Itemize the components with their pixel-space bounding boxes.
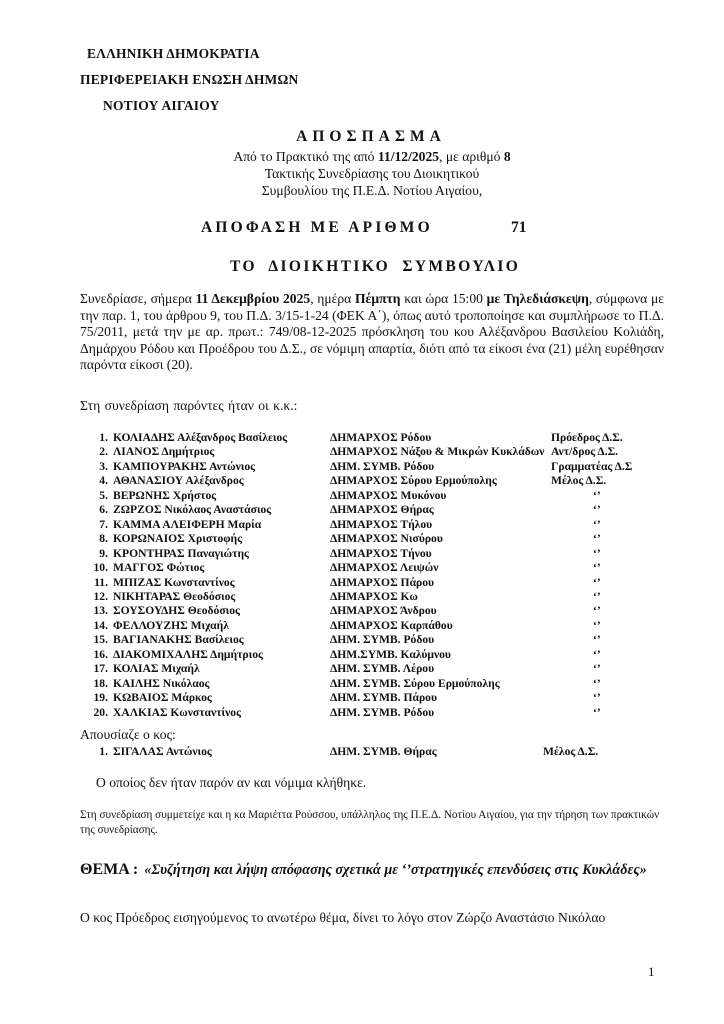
present-list xyxy=(0,431,724,721)
absent-name: ΣΙΓΑΛΑΣ Αντώνιος xyxy=(113,745,212,758)
member-name: ΚΑΙΛΗΣ Νικόλαος xyxy=(113,676,210,690)
member-row xyxy=(0,576,724,590)
member-row xyxy=(0,561,724,575)
member-role: ‘’ xyxy=(593,676,601,690)
member-row xyxy=(0,706,724,720)
absent-row: 1. ΣΙΓΑΛΑΣ Αντώνιος ΔΗΜ. ΣΥΜΒ. Θήρας Μέλος Δ.Σ. xyxy=(99,745,599,758)
member-name: ΚΡΟΝΤΗΡΑΣ Παναγιώτης xyxy=(113,546,249,560)
member-number: 18. xyxy=(93,676,108,690)
member-name: ΑΘΑΝΑΣΙΟΥ Αλέξανδρος xyxy=(113,474,244,488)
absent-role: Μέλος Δ.Σ. xyxy=(543,745,599,758)
member-row xyxy=(0,662,724,676)
member-role: ‘’ xyxy=(593,705,601,719)
member-row xyxy=(0,691,724,705)
member-role: Αντ/δρος Δ.Σ. xyxy=(551,445,619,459)
member-name: ΚΟΛΙΑΔΗΣ Αλέξανδρος Βασίλειος xyxy=(113,431,288,444)
member-number: 14. xyxy=(93,618,108,632)
member-office: ΔΗΜ. ΣΥΜΒ. Λέρου xyxy=(330,662,435,676)
member-row xyxy=(0,518,724,532)
member-name: ΜΑΓΓΟΣ Φώτιος xyxy=(113,561,205,575)
member-office: ΔΗΜΑΡΧΟΣ Ρόδου xyxy=(330,431,432,444)
member-row xyxy=(0,445,724,459)
member-name: ΖΩΡΖΟΣ Νικόλαος Αναστάσιος xyxy=(113,503,272,517)
absent-label: Απουσίαζε ο κος: xyxy=(80,727,176,742)
topic xyxy=(80,861,664,879)
member-office: ΔΗΜΑΡΧΟΣ Νισύρου xyxy=(330,532,443,546)
member-role: ‘’ xyxy=(593,589,601,603)
member-number: 11. xyxy=(94,575,108,589)
member-name: ΛΙΑΝΟΣ Δημήτριος xyxy=(113,445,215,459)
member-number: 7. xyxy=(99,517,108,531)
member-office: ΔΗΜ.ΣΥΜΒ. Καλύμνου xyxy=(330,647,451,661)
secretary-note: Στη συνεδρίαση συμμετείχε και η κα Μαριέττα Ρούσσου, υπάλληλος της Π.Ε.Δ. Νοτίου Αιγαίου, για την τήρηση των πρακτικών της συνεδρίασης. xyxy=(80,809,660,836)
member-office: ΔΗΜ. ΣΥΜΒ. Ρόδου xyxy=(330,705,435,719)
org-union: ΠΕΡΙΦΕΡΕΙΑΚΗ ΕΝΩΣΗ ΔΗΜΩΝ xyxy=(80,72,299,87)
member-number: 3. xyxy=(99,459,108,473)
member-role: Πρόεδρος Δ.Σ. xyxy=(551,431,623,444)
member-role: ‘’ xyxy=(593,561,601,575)
org-region: ΝΟΤΙΟΥ ΑΙΓΑΙΟΥ xyxy=(103,98,220,113)
member-number: 9. xyxy=(99,546,108,560)
member-office: ΔΗΜΑΡΧΟΣ Σύρου Ερμούπολης xyxy=(330,474,497,488)
member-office: ΔΗΜΑΡΧΟΣ Μυκόνου xyxy=(330,488,447,502)
topic-text: «Συζήτηση και λήψη απόφασης σχετικά με ‘’στρατηγικές επενδύσεις στις Κυκλάδες» xyxy=(144,862,647,878)
excerpt-line-3: Συμβουλίου της Π.Ε.Δ. Νοτίου Αιγαίου, xyxy=(261,183,483,198)
member-number: 12. xyxy=(93,589,108,603)
member-row xyxy=(0,677,724,691)
org-name: ΕΛΛΗΝΙΚΗ ΔΗΜΟΚΡΑΤΙΑ xyxy=(87,46,260,61)
member-name: ΣΟΥΣΟΥΔΗΣ Θεοδόσιος xyxy=(113,604,240,618)
member-name: ΚΑΜΠΟΥΡΑΚΗΣ Αντώνιος xyxy=(113,459,256,473)
member-name: ΝΙΚΗΤΑΡΑΣ Θεοδόσιος xyxy=(113,589,236,603)
member-role: Μέλος Δ.Σ. xyxy=(551,474,607,488)
member-number: 13. xyxy=(93,604,108,618)
member-role: ‘’ xyxy=(593,662,601,676)
member-name: ΒΕΡΩΝΗΣ Χρήστος xyxy=(113,488,217,502)
excerpt-line-2: Τακτικής Συνεδρίασης του Διοικητικού xyxy=(264,166,480,181)
closing-line: Ο κος Πρόεδρος εισηγούμενος το ανωτέρω θέμα, δίνει το λόγο στον Ζώρζο Αναστάσιο Νικόλαο xyxy=(80,910,606,925)
member-role: Γραμματέας Δ.Σ xyxy=(551,459,633,473)
member-office: ΔΗΜΑΡΧΟΣ Τήνου xyxy=(330,546,432,560)
member-number: 8. xyxy=(99,532,108,546)
member-office: ΔΗΜ. ΣΥΜΒ. Ρόδου xyxy=(330,459,435,473)
member-name: ΚΟΛΙΑΣ Μιχαήλ xyxy=(113,662,200,676)
member-number: 6. xyxy=(99,503,108,517)
member-office: ΔΗΜΑΡΧΟΣ Άνδρου xyxy=(330,604,437,618)
member-number: 10. xyxy=(93,561,108,575)
member-row xyxy=(0,431,724,445)
member-office: ΔΗΜΑΡΧΟΣ Θήρας xyxy=(330,503,434,517)
member-number: 4. xyxy=(99,474,108,488)
page-number: 1 xyxy=(648,964,655,979)
member-name: ΜΠΙΖΑΣ Κωνσταντίνος xyxy=(113,575,235,589)
member-role: ‘’ xyxy=(593,532,601,546)
member-role: ‘’ xyxy=(593,633,601,647)
member-row xyxy=(0,474,724,488)
member-office: ΔΗΜΑΡΧΟΣ Νάξου & Μικρών Κυκλάδων xyxy=(330,445,545,459)
member-office: ΔΗΜΑΡΧΟΣ Κω xyxy=(330,589,418,603)
member-name: ΚΟΡΩΝΑΙΟΣ Χριστοφής xyxy=(113,532,242,546)
member-number: 5. xyxy=(99,488,108,502)
member-role: ‘’ xyxy=(593,647,601,661)
member-name: ΦΕΛΛΟΥΖΗΣ Μιχαήλ xyxy=(113,618,229,632)
member-name: ΒΑΓΙΑΝΑΚΗΣ Βασίλειος xyxy=(113,633,244,647)
member-role: ‘’ xyxy=(593,575,601,589)
member-role: ‘’ xyxy=(593,546,601,560)
member-row xyxy=(0,590,724,604)
member-row xyxy=(0,648,724,662)
excerpt-date: 11/12/2025 xyxy=(377,149,440,164)
excerpt-line-1: Από το Πρακτικό της από 11/12/2025, με αριθμό 8 xyxy=(233,149,511,164)
member-number: 19. xyxy=(93,691,108,705)
member-number: 15. xyxy=(93,633,108,647)
member-role: ‘’ xyxy=(593,503,601,517)
member-role: ‘’ xyxy=(593,618,601,632)
intro-paragraph: Συνεδρίασε, σήμερα 11 Δεκεμβρίου 2025, ημέρα Πέμπτη και ώρα 15:00 με Τηλεδιάσκεψη, σύμφωνα με την παρ. 1, του άρθρου 9, του Π.Δ. 3/15-1-24 (ΦΕΚ Α΄), όπως αυτό τροποποίησε και συμπλήρωσε το Π.Δ. 75/2011, μετά την με αρ. πρωτ.: 749/08-12-2025 πρόσκληση του κου Αλέξανδρου Βασιλείου Κολιάδη, Δημάρχου Ρόδου και Προέδρου του Δ.Σ., σε νόμιμη απαρτία, διότι από τα είκοσι ένα (21) μέλη ευρέθησαν παρόντα είκοσι (20). xyxy=(80,291,664,372)
member-row xyxy=(0,619,724,633)
excerpt-title: ΑΠΟΣΠΑΣΜΑ xyxy=(296,128,446,145)
member-row xyxy=(0,604,724,618)
member-name: ΚΑΜΜΑ ΑΛΕΙΦΕΡΗ Μαρία xyxy=(113,517,262,531)
board-title: ΤΟ ΔΙΟΙΚΗΤΙΚΟ ΣΥΜΒΟΥΛΙΟ xyxy=(230,258,521,275)
member-office: ΔΗΜΑΡΧΟΣ Τήλου xyxy=(330,517,433,531)
absent-office: ΔΗΜ. ΣΥΜΒ. Θήρας xyxy=(330,745,437,758)
member-office: ΔΗΜ. ΣΥΜΒ. Ρόδου xyxy=(330,633,435,647)
decision-number: 71 xyxy=(511,219,527,236)
member-office: ΔΗΜ. ΣΥΜΒ. Σύρου Ερμούπολης xyxy=(330,676,500,690)
member-row xyxy=(0,532,724,546)
member-office: ΔΗΜ. ΣΥΜΒ. Πάρου xyxy=(330,691,437,705)
member-number: 17. xyxy=(93,662,108,676)
member-row xyxy=(0,633,724,647)
present-label: Στη συνεδρίαση παρόντες ήταν οι κ.κ.: xyxy=(80,398,298,413)
member-row xyxy=(0,503,724,517)
absent-note: Ο οποίος δεν ήταν παρόν αν και νόμιμα κλήθηκε. xyxy=(96,775,367,790)
decision-label: ΑΠΟΦΑΣΗ ΜΕ ΑΡΙΘΜΟ xyxy=(201,219,433,236)
member-name: ΧΑΛΚΙΑΣ Κωνσταντίνος xyxy=(113,705,241,719)
member-role: ‘’ xyxy=(593,517,601,531)
excerpt-number: 8 xyxy=(503,149,511,164)
member-role: ‘’ xyxy=(593,604,601,618)
member-office: ΔΗΜΑΡΧΟΣ Πάρου xyxy=(330,575,435,589)
member-row xyxy=(0,489,724,503)
member-name: ΚΩΒΑΙΟΣ Μάρκος xyxy=(113,691,212,705)
member-name: ΔΙΑΚΟΜΙΧΑΛΗΣ Δημήτριος xyxy=(113,647,263,661)
member-office: ΔΗΜΑΡΧΟΣ Καρπάθου xyxy=(330,618,453,632)
member-number: 20. xyxy=(93,705,108,719)
member-role: ‘’ xyxy=(593,691,601,705)
member-row xyxy=(0,547,724,561)
member-row xyxy=(0,460,724,474)
member-number: 1. xyxy=(99,431,108,444)
member-office: ΔΗΜΑΡΧΟΣ Λειψών xyxy=(330,561,439,575)
member-number: 16. xyxy=(93,647,108,661)
member-number: 2. xyxy=(99,445,108,459)
member-role: ‘’ xyxy=(593,488,601,502)
topic-label: ΘΕΜΑ : xyxy=(80,861,139,878)
